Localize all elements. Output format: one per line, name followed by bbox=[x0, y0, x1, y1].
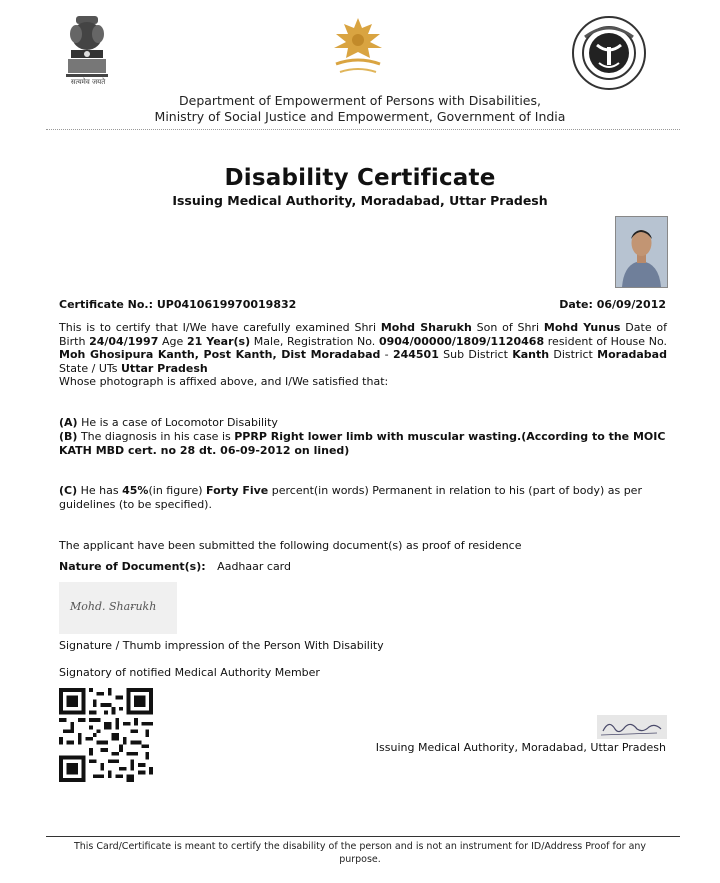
district: Moradabad bbox=[597, 348, 667, 361]
diagnosis: PPRP Right lower limb with muscular wasting.(According to the MOIC KATH MBD cert. no 28 dt. 06-09-2012 on lined) bbox=[59, 430, 666, 457]
certificate-number-label: Certificate No.: bbox=[59, 298, 153, 311]
text-segment: State / UTs bbox=[59, 361, 121, 375]
clause-b-label: (B) bbox=[59, 430, 78, 443]
clause-c bbox=[59, 484, 667, 511]
department-line-1: Department of Empowerment of Persons with Disabilities, bbox=[179, 93, 541, 108]
emblem-caption: सत्यमेव जयते bbox=[70, 78, 106, 86]
jharkhand-logo-icon bbox=[322, 14, 394, 78]
certificate-title: Disability Certificate bbox=[224, 165, 496, 191]
certificate-date-value: 06/09/2012 bbox=[596, 298, 666, 311]
age: 21 Year(s) bbox=[186, 334, 251, 348]
text-segment: District bbox=[549, 348, 598, 361]
footer-divider bbox=[46, 836, 680, 837]
text-segment: Male, Registration No. bbox=[250, 334, 379, 348]
clause-c-label: (C) bbox=[59, 484, 78, 497]
certification-paragraph bbox=[59, 321, 667, 389]
nature-value: Aadhaar card bbox=[217, 560, 291, 573]
nature-label: Nature of Document(s): bbox=[59, 560, 206, 573]
clause-a-text: He is a case of Locomotor Disability bbox=[77, 416, 278, 429]
clause-a-label: (A) bbox=[59, 416, 78, 429]
signatory-caption: Signatory of notified Medical Authority Member bbox=[59, 666, 320, 679]
authority-signature bbox=[597, 715, 667, 739]
date-of-birth: 24/04/1997 bbox=[89, 334, 159, 348]
text-segment: resident of House No. bbox=[544, 334, 667, 348]
clause-a bbox=[59, 416, 667, 430]
address: Moh Ghosipura Kanth, Post Kanth, Dist Moradabad bbox=[59, 348, 381, 361]
applicant-signature-caption: Signature / Thumb impression of the Person With Disability bbox=[59, 639, 384, 652]
text-segment: Sub District bbox=[438, 348, 513, 361]
footer-note: This Card/Certificate is meant to certify the disability of the person and is not an instrument for ID/Address Proof for any purpose. bbox=[73, 841, 647, 865]
residence-proof-statement: The applicant have been submitted the following document(s) as proof of residence bbox=[59, 539, 522, 552]
authority-caption: Issuing Medical Authority, Moradabad, Uttar Pradesh bbox=[375, 741, 666, 754]
text-segment: Date of Birth bbox=[59, 321, 668, 348]
uttar-pradesh-seal-icon bbox=[571, 15, 647, 91]
applicant-signature: Mohd. Shaɍukh bbox=[70, 600, 157, 613]
certificate-date-label: Date: bbox=[559, 298, 593, 311]
text-segment: Age bbox=[158, 334, 187, 348]
pin-code: 244501 bbox=[392, 348, 439, 361]
text-segment: (in figure) bbox=[148, 484, 207, 497]
photo-statement: Whose photograph is affixed above, and I/We satisfied that: bbox=[59, 375, 389, 388]
disability-percent-words: Forty Five bbox=[206, 484, 269, 497]
text-segment: He has bbox=[77, 484, 123, 497]
certificate-date bbox=[559, 298, 666, 312]
disability-percent-figure: 45% bbox=[122, 484, 149, 497]
nature-of-documents bbox=[59, 560, 291, 574]
certificate-issuer: Issuing Medical Authority, Moradabad, Uttar Pradesh bbox=[172, 193, 548, 208]
clause-b-text: The diagnosis in his case is bbox=[77, 430, 235, 443]
text-segment: - bbox=[380, 348, 393, 361]
father-name: Mohd Yunus bbox=[543, 321, 621, 334]
header-divider bbox=[46, 129, 680, 130]
text-segment: This is to certify that I/We have carefully examined Shri bbox=[59, 321, 381, 334]
department-line-2: Ministry of Social Justice and Empowerment, Government of India bbox=[154, 109, 566, 124]
qr-code bbox=[59, 688, 153, 782]
text-segment: percent(in words) Permanent in relation to his (part of body) as per guidelines (to be specified). bbox=[59, 484, 642, 511]
certificate-number-value: UP0410619970019832 bbox=[156, 298, 297, 311]
applicant-photo bbox=[615, 216, 668, 288]
certificate-number bbox=[59, 298, 296, 312]
clause-b bbox=[59, 430, 667, 457]
registration-number: 0904/00000/1809/1120468 bbox=[378, 334, 545, 348]
text-segment: Son of Shri bbox=[471, 321, 544, 334]
state: Uttar Pradesh bbox=[121, 361, 208, 375]
sub-district: Kanth bbox=[512, 348, 550, 361]
applicant-name: Mohd Sharukh bbox=[380, 321, 472, 334]
